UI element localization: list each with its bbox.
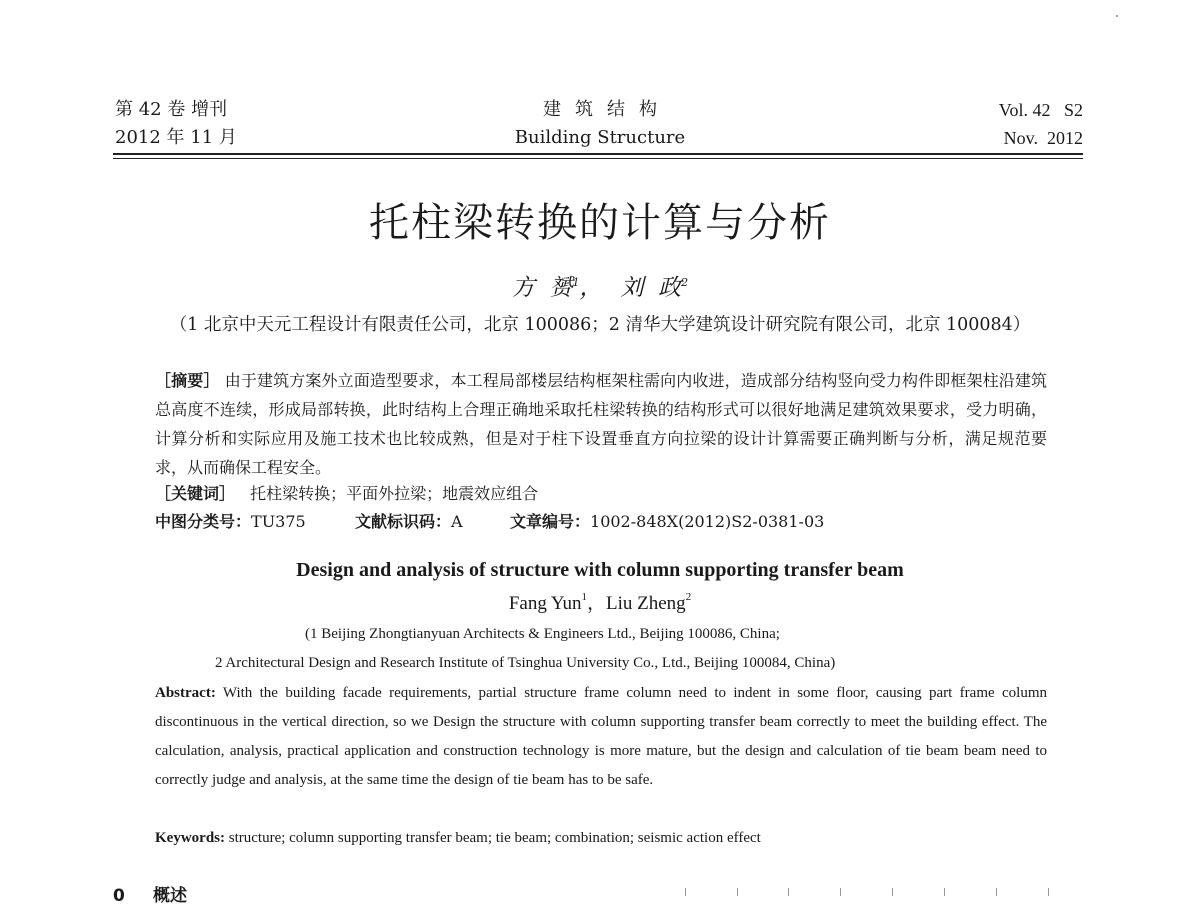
paper-title-cn: 托柱梁转换的计算与分析 <box>369 200 831 246</box>
keywords-en <box>155 824 761 852</box>
clc-value: TU375 <box>251 512 306 531</box>
author-1-en: Fang Yun <box>508 593 582 614</box>
keywords-cn <box>155 480 538 508</box>
abstract-en <box>155 679 1047 795</box>
scan-speck <box>1116 15 1118 17</box>
author-separator-en: ， <box>586 593 606 614</box>
abstract-cn-text: 由于建筑方案外立面造型要求，本工程局部楼层结构框架柱需向内收进，造成部分结构竖向受力构件即框架柱沿建筑总高度不连续，形成局部转换，此时结构上合理正确地采取托柱梁转换的结构形式可以很好地满足建筑效果要求，受力明确，计算分析和实际应用及施工技术也比较成熟，但是对于柱下设置垂直方向拉梁的设计计算需要正确判断与分析，满足规范要求，从而确保工程安全。 <box>155 371 1047 477</box>
section-heading <box>113 884 187 908</box>
journal-name-en: Building Structure <box>514 127 686 148</box>
header-volume: 第 42 卷 增刊 <box>115 99 228 120</box>
affiliation-en-line-1: (1 Beijing Zhongtianyuan Architects & Engineers Ltd., Beijing 100086, China; <box>305 626 780 642</box>
author-1-en-sup: 1 <box>581 591 587 603</box>
paper-title-en: Design and analysis of structure with column supporting transfer beam <box>296 559 904 581</box>
journal-name-cn: 建筑结构 <box>543 99 671 120</box>
keywords-cn-label: ［关键词］ <box>155 484 236 503</box>
author-1-cn-sup: 1 <box>572 276 580 289</box>
article-number-label: 文章编号： <box>510 512 591 531</box>
section-number: 0 <box>113 886 125 906</box>
abstract-en-label: Abstract: <box>155 685 216 701</box>
author-separator-cn: ， <box>579 275 603 301</box>
keywords-en-label: Keywords: <box>155 830 225 846</box>
affiliation-en-line-2: 2 Architectural Design and Research Institute of Tsinghua University Co., Ltd., Beijing 100084, China) <box>215 655 836 671</box>
scan-edge-marks <box>680 888 1060 896</box>
keywords-en-text: structure; column supporting transfer beam; tie beam; combination; seismic action effect <box>228 830 761 846</box>
affiliation-cn: （1 北京中天元工程设计有限责任公司，北京 100086；2 清华大学建筑设计研究院有限公司，北京 100084） <box>169 315 1031 335</box>
abstract-en-text: With the building facade requirements, partial structure frame column need to indent in some floor, causing part frame column discontinuous in the vertical direction, so we Design the structure with column supporting transfer beam correctly to meet the building effect. The calculation, analysis, practical application and construction technology is more mature, but the design and calculation of tie beam beam need to correctly judge and analysis, at the same time the design of tie beam has to be safe. <box>155 685 1047 788</box>
author-1-cn: 方 赟 <box>511 275 573 301</box>
section-title: 概述 <box>153 886 187 906</box>
authors-cn <box>0 272 1200 304</box>
header-date-en: Nov. 2012 <box>1003 128 1083 148</box>
author-2-cn-sup: 2 <box>681 276 689 289</box>
header-rule-thin <box>113 158 1083 159</box>
classification-row <box>155 508 824 536</box>
author-2-en: Liu Zheng <box>606 593 686 614</box>
header-rule-thick <box>113 153 1083 155</box>
header-vol-issue: Vol. 42 S2 <box>998 100 1083 120</box>
abstract-cn-label: ［摘要］ <box>155 371 220 390</box>
author-2-en-sup: 2 <box>685 591 692 603</box>
clc-label: 中图分类号： <box>155 512 252 531</box>
header-issue-info <box>999 96 1083 152</box>
authors-en <box>0 590 1200 618</box>
author-2-cn: 刘 政 <box>620 275 682 301</box>
abstract-cn <box>155 366 1047 482</box>
doc-code-value: A <box>451 512 463 531</box>
keywords-cn-text: 托柱梁转换；平面外拉梁；地震效应组合 <box>250 484 539 503</box>
article-number-value: 1002-848X(2012)S2-0381-03 <box>590 512 825 531</box>
header-date-cn: 2012 年 11 月 <box>115 127 237 148</box>
doc-code-label: 文献标识码： <box>355 512 452 531</box>
